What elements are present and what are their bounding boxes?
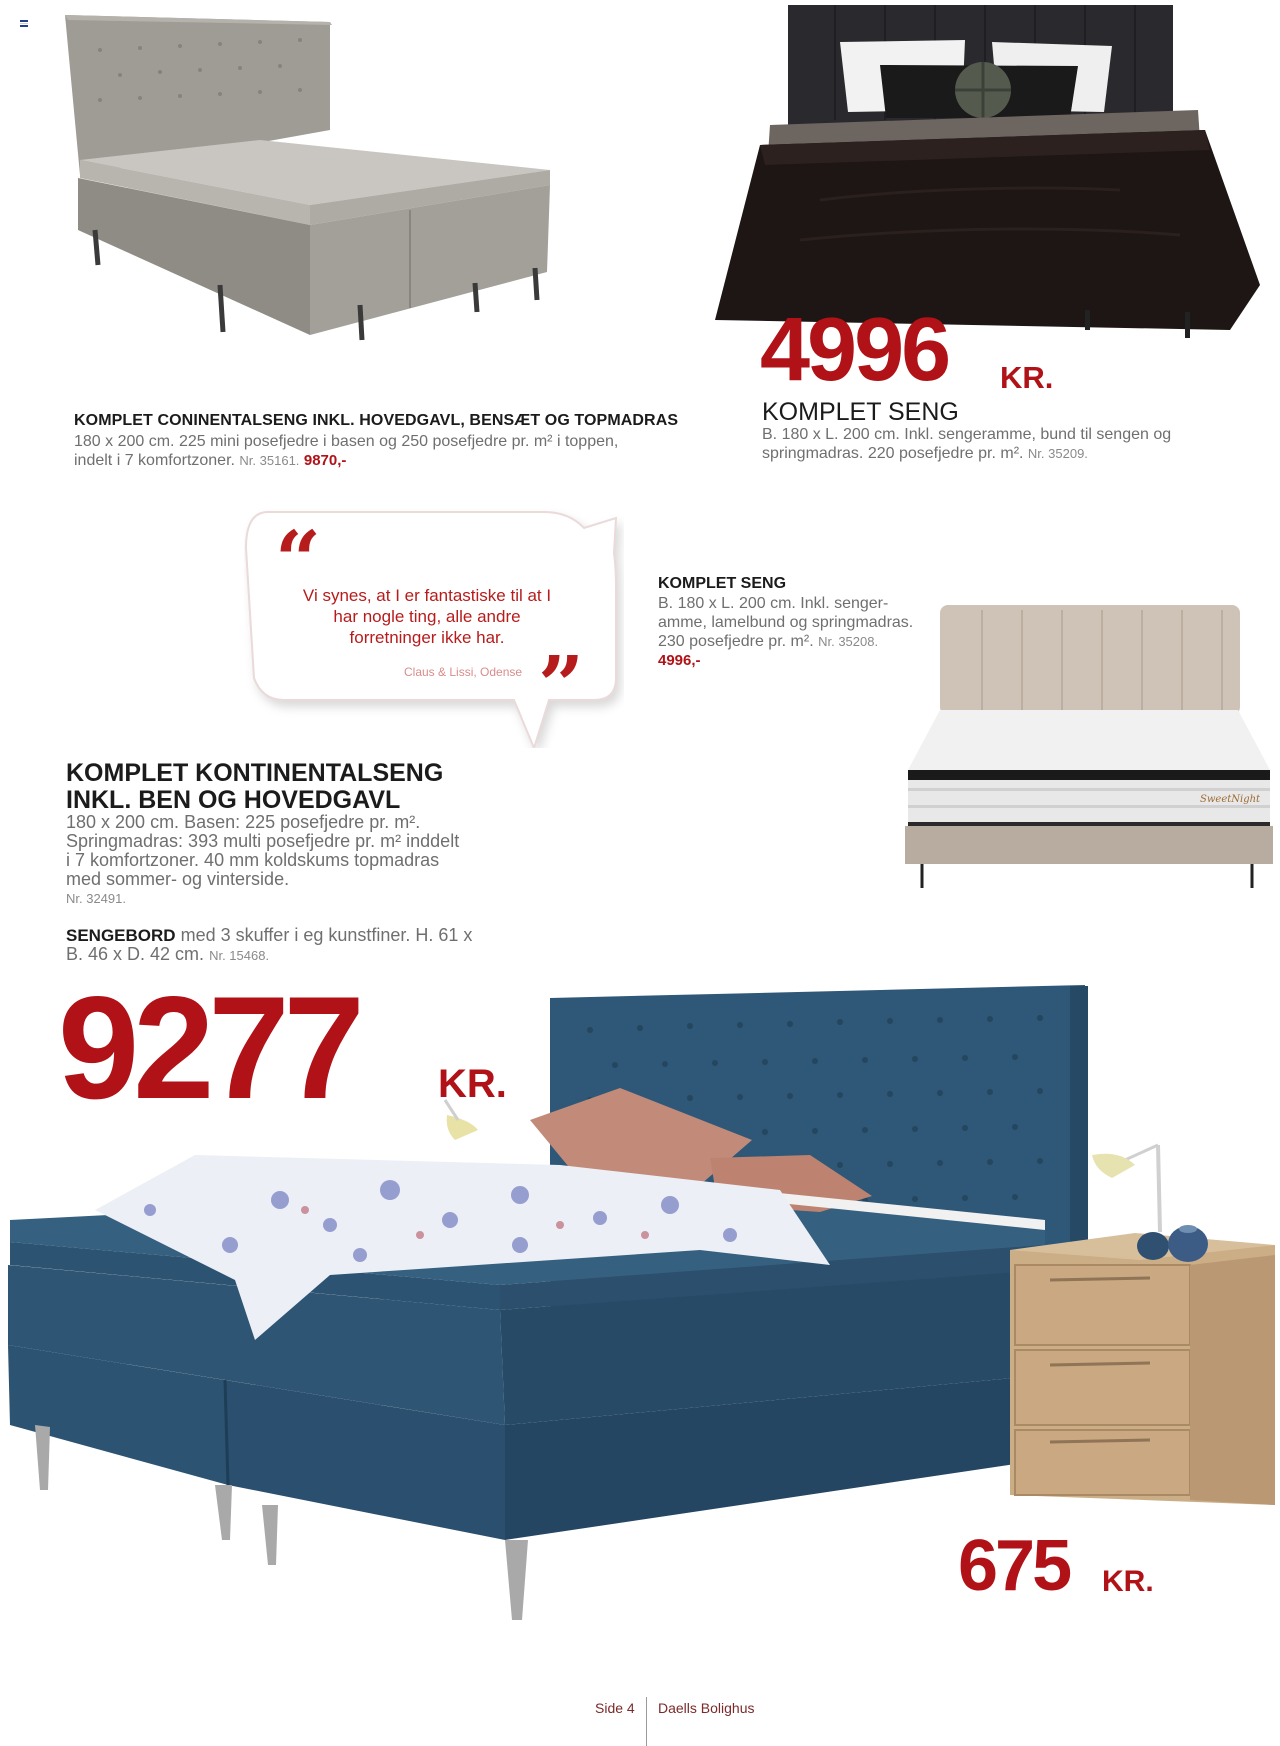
product-title: KOMPLET SENG — [658, 575, 787, 592]
quote-open-mark: “ — [275, 513, 322, 607]
nightstand-price: 675 — [958, 1526, 1070, 1606]
product-nr: Nr. 35209. — [1027, 446, 1088, 461]
quote-text: Vi synes, at I er fantastiske til at I har nogle ting, alle andre forretninger ikke har. — [302, 586, 552, 647]
product-desc-text: 180 x 200 cm. 225 mini posefjedre i basen og 250 posefjedre pr. m² i toppen, indelt i 7 komfortzoner. — [74, 433, 619, 469]
flag-icon — [20, 20, 28, 27]
product-desc-text: B. 180 x L. 200 cm. Inkl. senger-amme, lamelbund og springmadras. 230 posefjedre pr. m². — [658, 595, 914, 650]
product-title-line: INKL. BEN OG HOVEDGAVL — [66, 786, 401, 814]
product-price: 4996,- — [658, 652, 701, 669]
quote-close-mark: ” — [538, 638, 585, 732]
product-nr: Nr. 32491. — [66, 891, 126, 906]
product-title: KOMPLET SENG — [762, 398, 959, 426]
quote-author: Claus & Lissi, Odense — [404, 665, 523, 679]
product-description — [762, 425, 1182, 463]
product-title — [66, 760, 486, 814]
product-price: 9870,- — [303, 452, 347, 469]
price-currency: KR. — [1102, 1565, 1154, 1598]
product-nr: Nr. 35161. — [239, 453, 300, 468]
nightstand-description — [66, 926, 486, 965]
footer-divider — [646, 1697, 647, 1746]
page-number: Side 4 — [595, 1700, 635, 1716]
big-price: 4996 — [760, 300, 949, 400]
beige-bed-image — [900, 600, 1280, 890]
product-title-line: KOMPLET KONTINENTALSENG — [66, 759, 444, 787]
product-desc-text: B. 180 x L. 200 cm. Inkl. sengeramme, bund til sengen og springmadras. 220 posefjedre pr. m². — [762, 426, 1172, 462]
nightstand-nr: Nr. 15468. — [209, 948, 270, 963]
mattress-brand-label: SweetNight — [1200, 794, 1261, 805]
price-currency: KR. — [1000, 360, 1054, 395]
grey-continental-bed-image — [60, 10, 580, 370]
product-description — [66, 813, 466, 908]
product-description — [658, 594, 918, 670]
big-price: 9277 — [58, 966, 359, 1129]
price-currency: KR. — [438, 1062, 507, 1106]
nightstand-desc-text: med 3 skuffer i eg kunstfiner. H. 61 x B. 46 x D. 42 cm. — [66, 925, 473, 964]
product-desc-text: 180 x 200 cm. Basen: 225 posefjedre pr. m². Springmadras: 393 multi posefjedre pr. m² inddelt i 7 komfortzoner. 40 mm koldskums topmadras med sommer- og vinterside. — [66, 812, 460, 889]
product-description — [74, 432, 634, 470]
footer-brand: Daells Bolighus — [658, 1700, 755, 1716]
product-title: KOMPLET CONINENTALSENG INKL. HOVEDGAVL, BENSÆT OG TOPMADRAS — [74, 412, 679, 429]
product-nr: Nr. 35208. — [818, 634, 879, 649]
nightstand-title: SENGEBORD — [66, 926, 176, 945]
